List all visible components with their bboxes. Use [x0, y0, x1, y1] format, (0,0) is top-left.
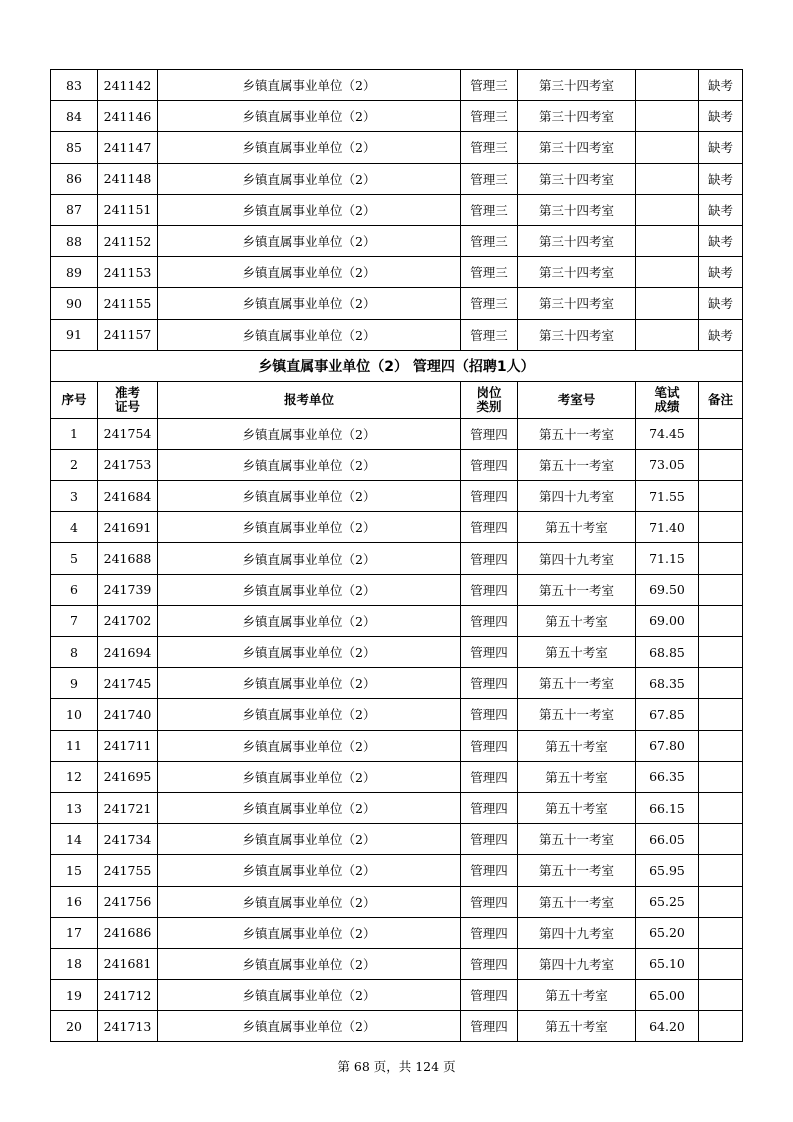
table-row — [51, 699, 743, 730]
cell-note — [699, 481, 743, 512]
cell-room: 第五十考室 — [518, 605, 636, 636]
table-row — [51, 101, 743, 132]
page-footer: 第 68 页，共 124 页 — [337, 1059, 456, 1074]
cell-room: 第三十四考室 — [518, 70, 636, 101]
cell-score — [636, 101, 699, 132]
table-row — [51, 761, 743, 792]
cell-unit: 乡镇直属事业单位（2） — [158, 319, 461, 350]
cell-no: 19 — [51, 980, 98, 1011]
cell-score: 64.20 — [636, 1011, 699, 1042]
cell-note — [699, 980, 743, 1011]
cell-room: 第三十四考室 — [518, 319, 636, 350]
header-type-line1: 岗位 — [476, 384, 502, 400]
cell-score — [636, 288, 699, 319]
cell-note — [699, 637, 743, 668]
cell-room: 第五十一考室 — [518, 855, 636, 886]
cell-id: 241695 — [98, 761, 158, 792]
cell-score — [636, 319, 699, 350]
table-row — [51, 824, 743, 855]
cell-unit: 乡镇直属事业单位（2） — [158, 449, 461, 480]
cell-score: 65.25 — [636, 886, 699, 917]
table-row — [51, 574, 743, 605]
header-type-line2: 类别 — [476, 398, 502, 414]
cell-no: 87 — [51, 194, 98, 225]
cell-id: 241721 — [98, 792, 158, 823]
cell-no: 86 — [51, 163, 98, 194]
cell-note: 缺考 — [699, 288, 743, 319]
cell-no: 91 — [51, 319, 98, 350]
cell-no: 5 — [51, 543, 98, 574]
table-row — [51, 194, 743, 225]
cell-note — [699, 605, 743, 636]
cell-type: 管理四 — [461, 980, 518, 1011]
cell-no: 13 — [51, 792, 98, 823]
cell-type: 管理四 — [461, 512, 518, 543]
cell-id: 241711 — [98, 730, 158, 761]
header-id — [98, 381, 158, 418]
cell-no: 9 — [51, 668, 98, 699]
cell-room: 第四十九考室 — [518, 481, 636, 512]
cell-type: 管理四 — [461, 605, 518, 636]
cell-unit: 乡镇直属事业单位（2） — [158, 418, 461, 449]
cell-id: 241157 — [98, 319, 158, 350]
cell-score: 69.50 — [636, 574, 699, 605]
cell-unit: 乡镇直属事业单位（2） — [158, 257, 461, 288]
top-rows-group — [51, 70, 743, 351]
cell-no: 20 — [51, 1011, 98, 1042]
cell-note: 缺考 — [699, 257, 743, 288]
header-row — [51, 381, 743, 418]
table-row — [51, 980, 743, 1011]
cell-type: 管理四 — [461, 418, 518, 449]
cell-score — [636, 70, 699, 101]
cell-type: 管理四 — [461, 730, 518, 761]
header-id-line1: 准考 — [114, 384, 140, 400]
cell-no: 6 — [51, 574, 98, 605]
cell-id: 241753 — [98, 449, 158, 480]
cell-unit: 乡镇直属事业单位（2） — [158, 637, 461, 668]
cell-id: 241146 — [98, 101, 158, 132]
cell-room: 第五十一考室 — [518, 418, 636, 449]
cell-unit: 乡镇直属事业单位（2） — [158, 730, 461, 761]
cell-room: 第五十考室 — [518, 980, 636, 1011]
cell-note — [699, 824, 743, 855]
cell-id: 241745 — [98, 668, 158, 699]
cell-id: 241152 — [98, 225, 158, 256]
cell-type: 管理四 — [461, 668, 518, 699]
cell-type: 管理四 — [461, 761, 518, 792]
cell-room: 第三十四考室 — [518, 101, 636, 132]
cell-unit: 乡镇直属事业单位（2） — [158, 70, 461, 101]
cell-score — [636, 163, 699, 194]
cell-room: 第五十考室 — [518, 730, 636, 761]
cell-type: 管理四 — [461, 574, 518, 605]
cell-unit: 乡镇直属事业单位（2） — [158, 481, 461, 512]
cell-id: 241151 — [98, 194, 158, 225]
table-row — [51, 792, 743, 823]
cell-unit: 乡镇直属事业单位（2） — [158, 824, 461, 855]
cell-unit: 乡镇直属事业单位（2） — [158, 163, 461, 194]
cell-note — [699, 761, 743, 792]
cell-score: 67.80 — [636, 730, 699, 761]
cell-room: 第五十考室 — [518, 1011, 636, 1042]
cell-room: 第五十考室 — [518, 761, 636, 792]
cell-room: 第四十九考室 — [518, 917, 636, 948]
cell-score — [636, 132, 699, 163]
cell-no: 15 — [51, 855, 98, 886]
cell-id: 241756 — [98, 886, 158, 917]
cell-score: 65.95 — [636, 855, 699, 886]
cell-note — [699, 418, 743, 449]
cell-room: 第五十考室 — [518, 512, 636, 543]
section-group — [51, 350, 743, 418]
cell-id: 241739 — [98, 574, 158, 605]
cell-score: 71.40 — [636, 512, 699, 543]
table-row — [51, 1011, 743, 1042]
cell-type: 管理四 — [461, 637, 518, 668]
cell-note — [699, 574, 743, 605]
table-row — [51, 543, 743, 574]
cell-unit: 乡镇直属事业单位（2） — [158, 792, 461, 823]
cell-id: 241681 — [98, 948, 158, 979]
table-row — [51, 855, 743, 886]
cell-type: 管理三 — [461, 257, 518, 288]
cell-type: 管理四 — [461, 792, 518, 823]
cell-type: 管理四 — [461, 543, 518, 574]
cell-unit: 乡镇直属事业单位（2） — [158, 225, 461, 256]
cell-note — [699, 512, 743, 543]
cell-score: 67.85 — [636, 699, 699, 730]
cell-no: 18 — [51, 948, 98, 979]
cell-unit: 乡镇直属事业单位（2） — [158, 855, 461, 886]
cell-score: 65.10 — [636, 948, 699, 979]
cell-room: 第四十九考室 — [518, 948, 636, 979]
cell-note: 缺考 — [699, 70, 743, 101]
cell-id: 241684 — [98, 481, 158, 512]
table-row — [51, 886, 743, 917]
cell-unit: 乡镇直属事业单位（2） — [158, 512, 461, 543]
cell-type: 管理四 — [461, 855, 518, 886]
results-table — [50, 69, 743, 1042]
cell-type: 管理三 — [461, 70, 518, 101]
main-rows-group — [51, 418, 743, 1042]
cell-no: 85 — [51, 132, 98, 163]
table-row — [51, 512, 743, 543]
cell-score — [636, 225, 699, 256]
cell-note — [699, 886, 743, 917]
cell-score — [636, 257, 699, 288]
cell-score: 65.00 — [636, 980, 699, 1011]
cell-unit: 乡镇直属事业单位（2） — [158, 668, 461, 699]
cell-score: 69.00 — [636, 605, 699, 636]
cell-type: 管理三 — [461, 288, 518, 319]
cell-no: 83 — [51, 70, 98, 101]
cell-room: 第五十一考室 — [518, 449, 636, 480]
cell-no: 16 — [51, 886, 98, 917]
cell-score: 71.15 — [636, 543, 699, 574]
cell-no: 17 — [51, 917, 98, 948]
cell-note — [699, 543, 743, 574]
cell-no: 1 — [51, 418, 98, 449]
section-title-row — [51, 350, 743, 381]
table-row — [51, 449, 743, 480]
cell-unit: 乡镇直属事业单位（2） — [158, 699, 461, 730]
cell-score: 71.55 — [636, 481, 699, 512]
cell-score: 66.15 — [636, 792, 699, 823]
cell-no: 12 — [51, 761, 98, 792]
cell-no: 84 — [51, 101, 98, 132]
cell-note: 缺考 — [699, 163, 743, 194]
cell-room: 第五十一考室 — [518, 668, 636, 699]
table-row — [51, 132, 743, 163]
header-note: 备注 — [699, 381, 743, 418]
cell-unit: 乡镇直属事业单位（2） — [158, 132, 461, 163]
cell-note — [699, 668, 743, 699]
header-score-line2: 成绩 — [654, 398, 680, 414]
cell-note — [699, 917, 743, 948]
cell-note — [699, 1011, 743, 1042]
cell-id: 241142 — [98, 70, 158, 101]
cell-id: 241691 — [98, 512, 158, 543]
cell-unit: 乡镇直属事业单位（2） — [158, 574, 461, 605]
cell-room: 第五十一考室 — [518, 699, 636, 730]
cell-type: 管理四 — [461, 948, 518, 979]
cell-no: 4 — [51, 512, 98, 543]
table-row — [51, 288, 743, 319]
cell-type: 管理四 — [461, 481, 518, 512]
cell-note — [699, 855, 743, 886]
cell-note: 缺考 — [699, 194, 743, 225]
table-row — [51, 917, 743, 948]
cell-unit: 乡镇直属事业单位（2） — [158, 101, 461, 132]
table-row — [51, 668, 743, 699]
cell-unit: 乡镇直属事业单位（2） — [158, 917, 461, 948]
cell-type: 管理四 — [461, 1011, 518, 1042]
cell-no: 11 — [51, 730, 98, 761]
table-row — [51, 70, 743, 101]
cell-id: 241734 — [98, 824, 158, 855]
cell-room: 第四十九考室 — [518, 543, 636, 574]
cell-id: 241147 — [98, 132, 158, 163]
cell-score: 66.35 — [636, 761, 699, 792]
cell-unit: 乡镇直属事业单位（2） — [158, 288, 461, 319]
header-id-line2: 证号 — [114, 398, 140, 414]
cell-room: 第五十一考室 — [518, 824, 636, 855]
header-score-line1: 笔试 — [654, 384, 680, 400]
header-unit: 报考单位 — [158, 381, 461, 418]
cell-room: 第三十四考室 — [518, 288, 636, 319]
cell-unit: 乡镇直属事业单位（2） — [158, 948, 461, 979]
cell-no: 2 — [51, 449, 98, 480]
cell-type: 管理四 — [461, 917, 518, 948]
section-title: 乡镇直属事业单位（2） 管理四（招聘1人） — [51, 350, 743, 381]
cell-score: 74.45 — [636, 418, 699, 449]
cell-type: 管理四 — [461, 699, 518, 730]
cell-room: 第五十考室 — [518, 637, 636, 668]
cell-no: 88 — [51, 225, 98, 256]
cell-no: 10 — [51, 699, 98, 730]
header-score — [636, 381, 699, 418]
cell-unit: 乡镇直属事业单位（2） — [158, 605, 461, 636]
cell-room: 第五十考室 — [518, 792, 636, 823]
cell-note: 缺考 — [699, 101, 743, 132]
cell-note — [699, 699, 743, 730]
table-row — [51, 481, 743, 512]
cell-type: 管理三 — [461, 225, 518, 256]
table-row — [51, 225, 743, 256]
table-row — [51, 948, 743, 979]
header-room: 考室号 — [518, 381, 636, 418]
cell-room: 第三十四考室 — [518, 257, 636, 288]
cell-room: 第三十四考室 — [518, 194, 636, 225]
table-row — [51, 163, 743, 194]
cell-room: 第三十四考室 — [518, 225, 636, 256]
cell-note: 缺考 — [699, 132, 743, 163]
cell-no: 90 — [51, 288, 98, 319]
cell-type: 管理三 — [461, 319, 518, 350]
cell-score — [636, 194, 699, 225]
header-no: 序号 — [51, 381, 98, 418]
cell-type: 管理三 — [461, 101, 518, 132]
cell-room: 第三十四考室 — [518, 132, 636, 163]
cell-id: 241694 — [98, 637, 158, 668]
cell-id: 241740 — [98, 699, 158, 730]
cell-score: 68.85 — [636, 637, 699, 668]
cell-unit: 乡镇直属事业单位（2） — [158, 194, 461, 225]
table-row — [51, 257, 743, 288]
cell-unit: 乡镇直属事业单位（2） — [158, 1011, 461, 1042]
cell-id: 241148 — [98, 163, 158, 194]
cell-note: 缺考 — [699, 319, 743, 350]
cell-score: 68.35 — [636, 668, 699, 699]
cell-id: 241755 — [98, 855, 158, 886]
cell-type: 管理四 — [461, 886, 518, 917]
cell-room: 第五十一考室 — [518, 574, 636, 605]
cell-room: 第三十四考室 — [518, 163, 636, 194]
cell-unit: 乡镇直属事业单位（2） — [158, 543, 461, 574]
cell-no: 14 — [51, 824, 98, 855]
cell-id: 241713 — [98, 1011, 158, 1042]
cell-note — [699, 730, 743, 761]
table-row — [51, 605, 743, 636]
cell-unit: 乡镇直属事业单位（2） — [158, 980, 461, 1011]
cell-type: 管理三 — [461, 194, 518, 225]
cell-id: 241754 — [98, 418, 158, 449]
cell-score: 65.20 — [636, 917, 699, 948]
cell-note: 缺考 — [699, 225, 743, 256]
cell-id: 241155 — [98, 288, 158, 319]
cell-type: 管理三 — [461, 163, 518, 194]
cell-id: 241712 — [98, 980, 158, 1011]
cell-room: 第五十一考室 — [518, 886, 636, 917]
cell-type: 管理四 — [461, 824, 518, 855]
cell-type: 管理三 — [461, 132, 518, 163]
cell-score: 73.05 — [636, 449, 699, 480]
cell-note — [699, 449, 743, 480]
cell-id: 241688 — [98, 543, 158, 574]
cell-no: 3 — [51, 481, 98, 512]
cell-score: 66.05 — [636, 824, 699, 855]
table-row — [51, 319, 743, 350]
cell-unit: 乡镇直属事业单位（2） — [158, 761, 461, 792]
cell-note — [699, 792, 743, 823]
table-row — [51, 730, 743, 761]
cell-id: 241153 — [98, 257, 158, 288]
table-row — [51, 637, 743, 668]
cell-no: 7 — [51, 605, 98, 636]
table-row — [51, 418, 743, 449]
cell-type: 管理四 — [461, 449, 518, 480]
cell-id: 241686 — [98, 917, 158, 948]
cell-unit: 乡镇直属事业单位（2） — [158, 886, 461, 917]
cell-id: 241702 — [98, 605, 158, 636]
header-type — [461, 381, 518, 418]
cell-no: 89 — [51, 257, 98, 288]
cell-note — [699, 948, 743, 979]
cell-no: 8 — [51, 637, 98, 668]
